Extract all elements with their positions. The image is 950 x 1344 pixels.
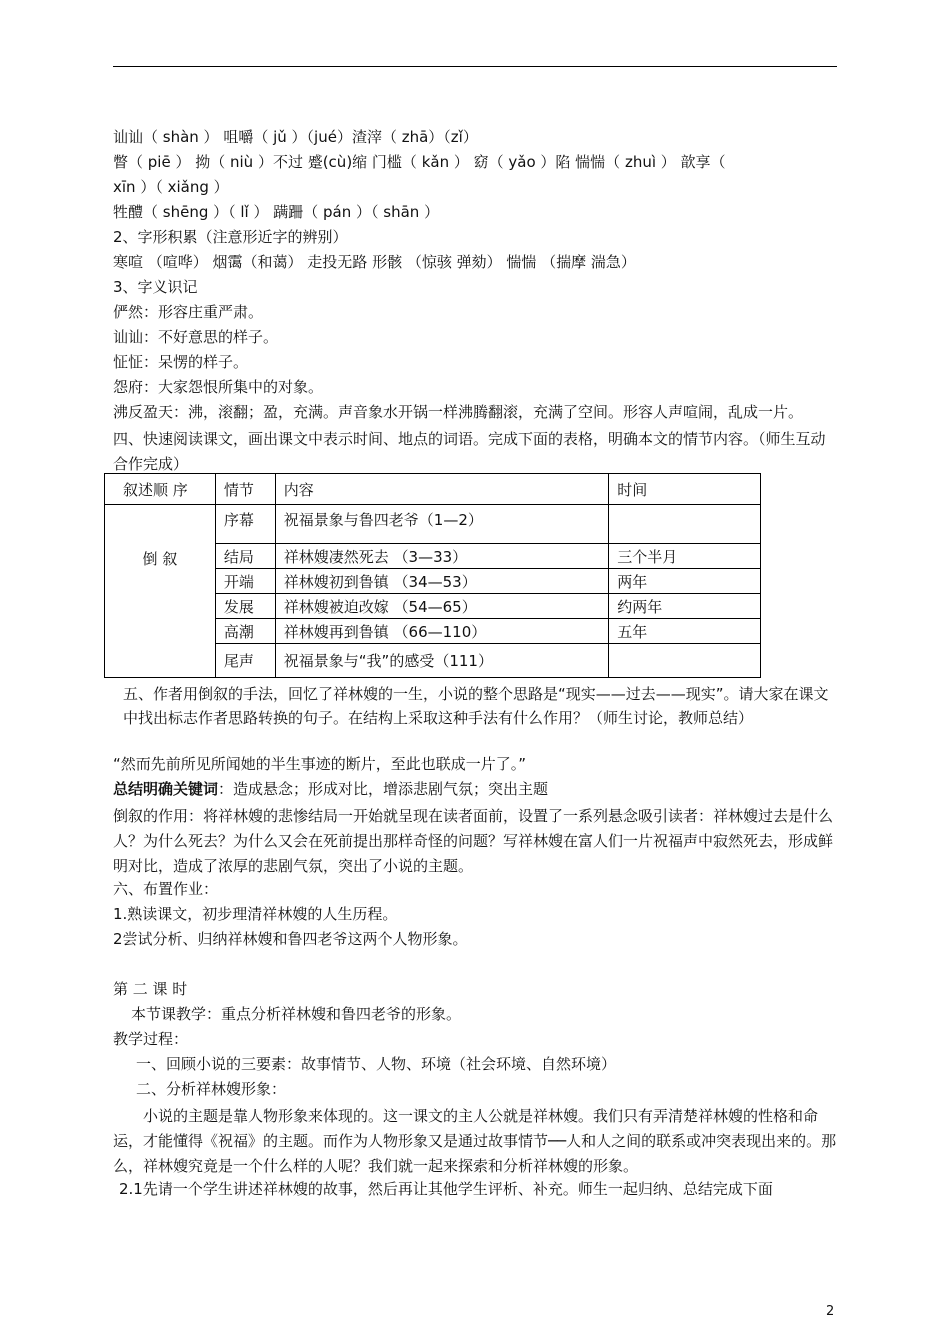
transition-quote: “然而先前所见所闻她的半生事迹的断片，至此也联成一片了。” [113,755,527,773]
teaching-process-label: 教学过程： [113,1030,189,1048]
time-cell [609,505,761,544]
stage-cell: 尾声 [215,644,275,678]
content-cell: 祝福景象与鲁四老爷（1—2） [275,505,609,544]
stage-cell: 高潮 [215,619,275,644]
order-cell: 倒 叙 [105,505,216,678]
time-cell: 三个半月 [609,544,761,569]
header-content: 内容 [275,474,609,505]
flashback-function-paragraph: 倒叙的作用：将祥林嫂的悲惨结局一开始就呈现在读者面前，设置了一系列悬念吸引读者：祥林嫂过去是什么人？为什么死去？为什么又会在死前提出那样奇怪的问题？写祥林嫂在富人们一片祝福声中寂然死去，形成鲜明对比，造成了浓厚的悲剧气氛，突出了小说的主题。 [113,807,834,875]
pinyin-line-1: 讪讪（ shàn ） 咀嚼（ jǔ ）（jué）渣滓（ zhā）（zǐ） [113,128,478,146]
key-words-text: ：造成悬念；形成对比，增添悲剧气氛；突出主题 [218,780,549,798]
pinyin-line-2: 瞥（ piē ） 拗（ niù ）不过 蹙(cù)缩 门槛（ kǎn ） 窈（ yǎo ）陷 惴惴（ zhuì ） 歆享（ [113,153,726,171]
meaning-line-4: 怨府：大家怨恨所集中的对象。 [113,378,324,396]
content-cell: 祥林嫂再到鲁镇 （66—110） [275,619,609,644]
section-heading-meanings: 3、字义识记 [113,278,198,296]
section-five-question: 五、作者用倒叙的手法，回忆了祥林嫂的一生，小说的整个思路是“现实——过去——现实”。请大家在课文中找出标志作者思路转换的句子。在结构上采取这种手法有什么作用？（师生讨论，教师总结） [123,685,829,727]
content-cell: 祥林嫂凄然死去 （3—33） [275,544,609,569]
lesson-focus: 本节课教学：重点分析祥林嫂和鲁四老爷的形象。 [131,1005,462,1023]
pinyin-line-4: 牲醴（ shēng ）（ lǐ ） 蹒跚（ pán ）（ shān ） [113,203,440,221]
section-four-instruction: 四、快速阅读课文，画出课文中表示时间、地点的词语。完成下面的表格，明确本文的情节内容。（师生互动合作完成） [113,430,826,473]
stage-cell: 序幕 [215,505,275,544]
meaning-line-2: 讪讪：不好意思的样子。 [113,328,279,346]
homework-item-1: 1.熟读课文，初步理清祥林嫂的人生历程。 [113,905,398,923]
time-cell [609,644,761,678]
plot-structure-table [104,473,761,678]
header-rule [113,66,837,67]
page-number: 2 [826,1304,835,1319]
pinyin-line-3: xīn ）（ xiǎng ） [113,178,229,196]
homework-heading: 六、布置作业： [113,880,219,898]
header-order: 叙述顺 序 [105,474,216,505]
meaning-line-3: 怔怔：呆愣的样子。 [113,353,249,371]
content-cell: 祥林嫂初到鲁镇 （34—53） [275,569,609,594]
character-analysis-paragraph: 小说的主题是靠人物形象来体现的。这一课文的主人公就是祥林嫂。我们只有弄清楚祥林嫂的性格和命运，才能懂得《祝福》的主题。而作为人物形象又是通过故事情节──人和人之间的联系或冲突表现出来的。那么，祥林嫂究竟是一个什么样的人呢？我们就一起来探索和分析祥林嫂的形象。 [113,1107,837,1175]
time-cell: 两年 [609,569,761,594]
meaning-line-5: 沸反盈天：沸，滚翻；盈，充满。声音象水开锅一样沸腾翻滚，充满了空间。形容人声喧闹，乱成一片。 [113,403,804,421]
step-two: 二、分析祥林嫂形象： [136,1080,287,1098]
key-words-line [113,779,548,799]
step-one: 一、回顾小说的三要素：故事情节、人物、环境（社会环境、自然环境） [136,1055,617,1073]
stage-cell: 开端 [215,569,275,594]
meaning-line-1: 俨然：形容庄重严肃。 [113,303,264,321]
key-words-label: 总结明确关键词 [113,780,219,798]
table-row [105,505,761,544]
stage-cell: 发展 [215,594,275,619]
glyph-pairs-line: 寒喧 （喧哗） 烟霭（和蔼） 走投无路 形骸 （惊骇 弹劾） 惴惴 （揣摩 湍急） [113,253,636,271]
stage-cell: 结局 [215,544,275,569]
time-cell: 约两年 [609,594,761,619]
table-header-row [105,474,761,505]
content-cell: 祝福景象与“我”的感受（111） [275,644,609,678]
header-time: 时间 [609,474,761,505]
section-heading-glyphs: 2、字形积累（注意形近字的辨别） [113,228,348,246]
header-stage: 情节 [215,474,275,505]
activity-line: 2.1先请一个学生讲述祥林嫂的故事，然后再让其他学生评析、补充。师生一起归纳、总结完成下面 [119,1180,773,1198]
content-cell: 祥林嫂被迫改嫁 （54—65） [275,594,609,619]
lesson-two-heading: 第 二 课 时 [113,980,188,998]
homework-item-2: 2尝试分析、归纳祥林嫂和鲁四老爷这两个人物形象。 [113,930,468,948]
time-cell: 五年 [609,619,761,644]
